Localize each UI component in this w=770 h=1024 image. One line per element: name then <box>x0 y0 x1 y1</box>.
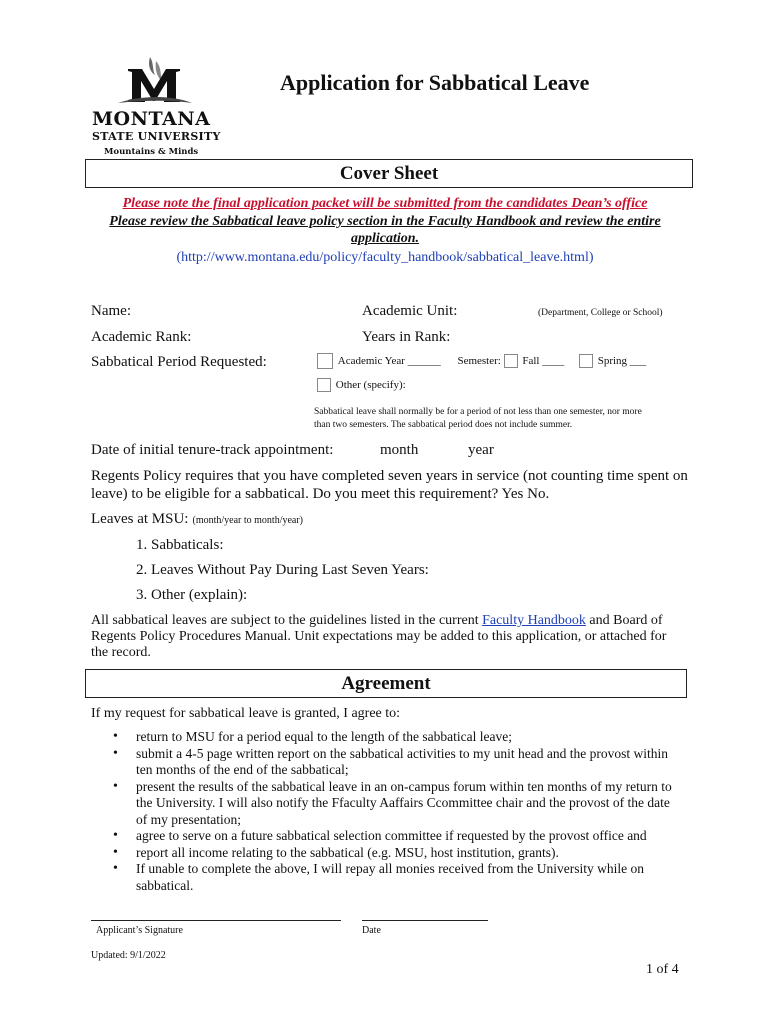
page-title: Application for Sabbatical Leave <box>280 70 590 95</box>
guidelines-text-start: All sabbatical leaves are subject to the guidelines listed in the current <box>91 613 483 628</box>
applicant-signature-line[interactable] <box>91 920 341 921</box>
spring-checkbox[interactable] <box>579 354 593 368</box>
period-note: Sabbatical leave shall normally be for a period of not less than one semester, nor more than two semesters. The sabbatical period does not include summer. <box>314 407 642 430</box>
agreement-item: • submit a 4-5 page written report on the sabbatical activities to my unit head and the provost within ten months of the end of the sabbatical; <box>108 746 673 779</box>
other-option: Other (specify): <box>335 378 406 391</box>
date-line[interactable] <box>362 920 488 921</box>
years-in-rank-label: Years in Rank: <box>362 329 451 345</box>
fall-option: Fall ____ <box>522 354 565 367</box>
agreement-item: • report all income relating to the sabbatical (e.g. MSU, host institution, grants). <box>108 845 673 862</box>
updated-date: Updated: 9/1/2022 <box>91 950 166 961</box>
review-instructions: Please review the Sabbatical leave policy section in the Faculty Handbook and review the entire application. <box>109 214 661 246</box>
agreement-item: • agree to serve on a future sabbatical selection committee if requested by the provost office and <box>108 828 673 845</box>
agreement-item: • present the results of the sabbatical leave in an on-campus forum within ten months of my return to the University. I will also notify the Ffaculty Aaffairs Ccommittee chair and the provost of the date of my presentation; <box>108 779 673 829</box>
leaves-item-other: 3. Other (explain): <box>136 587 248 603</box>
logo-wordmark: MONTANA <box>92 108 211 130</box>
sabbatical-period-label: Sabbatical Period Requested: <box>91 354 267 370</box>
leaves-item-sabbaticals: 1. Sabbaticals: <box>136 537 224 553</box>
agreement-heading: Agreement <box>85 669 687 698</box>
tenure-date-label: Date of initial tenure-track appointment: <box>91 442 334 458</box>
leaves-hint: (month/year to month/year) <box>192 515 304 526</box>
academic-unit-hint: (Department, College or School) <box>538 308 663 318</box>
period-options-row <box>317 353 646 369</box>
dean-office-notice: Please note the final application packet will be submitted from the candidates Dean’s office <box>122 196 648 211</box>
guidelines-paragraph <box>91 613 681 661</box>
tenure-year-label: year <box>468 442 494 458</box>
msu-logo <box>92 55 217 159</box>
semester-label: Semester: <box>457 354 501 367</box>
fall-checkbox[interactable] <box>504 354 518 368</box>
academic-unit-label: Academic Unit: <box>362 303 458 319</box>
spring-option: Spring ___ <box>597 354 647 367</box>
name-label: Name: <box>91 303 131 319</box>
cover-sheet-heading: Cover Sheet <box>85 159 693 188</box>
academic-year-option: Academic Year ______ <box>337 354 441 367</box>
logo-subtitle: STATE UNIVERSITY <box>92 130 221 143</box>
date-label: Date <box>362 925 381 936</box>
handbook-url[interactable]: (http://www.montana.edu/policy/faculty_handbook/sabbatical_leave.html) <box>176 250 594 265</box>
tenure-month-label: month <box>380 442 419 458</box>
leaves-label: Leaves at MSU: <box>91 511 189 527</box>
other-option-row <box>317 378 406 392</box>
regents-requirement-text: Regents Policy requires that you have completed seven years in service (not counting time spent on leave) to be eligible for a sabbatical. Do you meet this requirement? Yes No. <box>91 468 688 502</box>
agreement-intro: If my request for sabbatical leave is granted, I agree to: <box>91 706 401 721</box>
agreement-list <box>108 729 673 894</box>
agreement-item: • If unable to complete the above, I will repay all monies received from the University while on sabbatical. <box>108 861 673 894</box>
faculty-handbook-link[interactable]: Faculty Handbook <box>482 613 586 628</box>
other-checkbox[interactable] <box>317 378 331 392</box>
logo-tagline: Mountains & Minds <box>104 147 199 157</box>
agreement-item: • return to MSU for a period equal to the length of the sabbatical leave; <box>108 729 673 746</box>
leaves-row <box>91 510 303 528</box>
academic-rank-label: Academic Rank: <box>91 329 192 345</box>
page-number: 1 of 4 <box>646 962 679 977</box>
leaves-item-without-pay: 2. Leaves Without Pay During Last Seven Years: <box>136 562 429 578</box>
applicant-signature-label: Applicant’s Signature <box>96 925 183 936</box>
guidelines-text-end: and Board of Regents Policy Procedures Manual. Unit expectations may be added to this application, or attached for the record. <box>91 613 667 660</box>
academic-year-checkbox[interactable] <box>317 353 333 369</box>
